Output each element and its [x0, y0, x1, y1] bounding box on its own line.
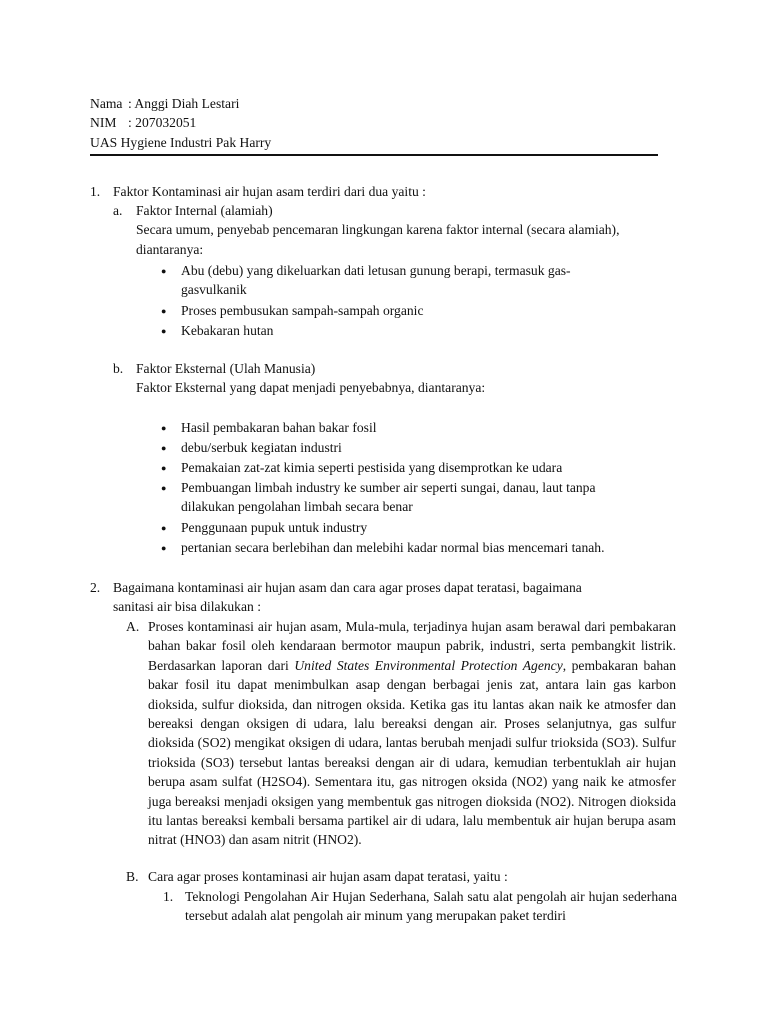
- bullet-icon: ●: [161, 326, 167, 336]
- q1a-section: [136, 201, 676, 259]
- q2a-letter: A.: [126, 619, 140, 634]
- list-item-line1: Proses pembusukan sampah-sampah organic: [181, 303, 424, 318]
- q2-text-line2: sanitasi air bisa dilakukan :: [113, 599, 261, 615]
- list-item: [161, 321, 661, 341]
- list-item: [161, 261, 661, 301]
- list-item-line1: Hasil pembakaran bahan bakar fosil: [181, 420, 377, 435]
- list-item: [161, 301, 661, 321]
- bullet-icon: ●: [161, 306, 167, 316]
- list-item-line1: debu/serbuk kegiatan industri: [181, 440, 342, 455]
- q1a-title: Faktor Internal (alamiah): [136, 203, 273, 218]
- student-header: [90, 94, 271, 152]
- list-item: [161, 438, 661, 458]
- nama-value: : Anggi Diah Lestari: [128, 96, 240, 111]
- q1b-letter: b.: [113, 361, 124, 376]
- bullet-icon: ●: [161, 266, 167, 276]
- course-title: UAS Hygiene Industri Pak Harry: [90, 134, 272, 150]
- q1b-desc: Faktor Eksternal yang dapat menjadi penyebabnya, diantaranya:: [136, 380, 486, 396]
- list-item: [161, 538, 661, 558]
- q1b-title: Faktor Eksternal (Ulah Manusia): [136, 361, 316, 376]
- q2a-agency-name: United States Environmental Protection Agency: [294, 657, 563, 673]
- list-item: [161, 458, 661, 478]
- bullet-icon: ●: [161, 523, 167, 533]
- q2-text: [113, 578, 673, 617]
- q1a-bullet-list: [161, 261, 661, 341]
- nim-label: NIM: [90, 115, 117, 131]
- q1b-bullet-list: [161, 418, 661, 558]
- list-item-line1: Abu (debu) yang dikeluarkan dati letusan gunung berapi, termasuk gas-: [181, 263, 571, 278]
- list-item: [161, 518, 661, 538]
- list-item-line1: pertanian secara berlebihan dan melebihi kadar normal bias mencemari tanah.: [181, 540, 605, 555]
- list-item-line2: gasvulkanik: [181, 282, 247, 298]
- nama-label: Nama: [90, 96, 123, 111]
- bullet-icon: ●: [161, 443, 167, 453]
- list-item-line1: Pemakaian zat-zat kimia seperti pestisida yang disemprotkan ke udara: [181, 460, 563, 475]
- q2b-item1-text: Teknologi Pengolahan Air Hujan Sederhana, Salah satu alat pengolah air hujan sederhana tersebut adalah alat pengolah air minum yang merupakan paket terdiri: [185, 889, 677, 924]
- bullet-icon: ●: [161, 483, 167, 493]
- q1a-desc-line1: Secara umum, penyebab pencemaran lingkungan karena faktor internal (secara alamiah),: [136, 222, 620, 238]
- list-item-line1: Kebakaran hutan: [181, 323, 274, 338]
- list-item-line2: dilakukan pengolahan limbah secara benar: [181, 499, 413, 515]
- q2-text-line1: Bagaimana kontaminasi air hujan asam dan cara agar proses dapat teratasi, bagaimana: [113, 580, 582, 595]
- q1b-section: [136, 359, 676, 398]
- q1-number: 1.: [90, 184, 101, 199]
- q2b-text: Cara agar proses kontaminasi air hujan asam dapat teratasi, yaitu :: [148, 869, 508, 884]
- q2a-text-pre: Proses kontaminasi air hujan asam, Mula-mula, terjadinya hujan asam berawal dari pembakaran bahan bakar fosil oleh kendaraan bermotor maupun pabrik, industri, serta pembangkit listrik. Berdasarkan laporan dari: [148, 619, 676, 673]
- bullet-icon: ●: [161, 423, 167, 433]
- q1a-letter: a.: [113, 203, 123, 218]
- bullet-icon: ●: [161, 463, 167, 473]
- list-item: [161, 418, 661, 438]
- nama-row: [90, 94, 271, 113]
- q1-text: Faktor Kontaminasi air hujan asam terdiri dari dua yaitu :: [113, 184, 426, 199]
- nim-value: : 207032051: [128, 115, 197, 131]
- nim-row: [90, 113, 271, 132]
- bullet-icon: ●: [161, 543, 167, 553]
- q2a-paragraph: [148, 617, 676, 850]
- q2b-letter: B.: [126, 869, 139, 884]
- q2b-item1-number: 1.: [163, 889, 174, 904]
- q1a-desc-line2: diantaranya:: [136, 241, 204, 257]
- q2-number: 2.: [90, 580, 101, 595]
- list-item: [161, 478, 661, 518]
- list-item-line1: Pembuangan limbah industry ke sumber air seperti sungai, danau, laut tanpa: [181, 480, 596, 495]
- header-divider: [90, 154, 658, 156]
- q2a-text-post: , pembakaran bahan bakar fosil itu dapat menimbulkan asap dengan berbagai jenis zat, antara lain gas karbon dioksida, sulfur dioksida, dan nitrogen oksida. Ketika gas itu lantas akan naik ke atmosfer dan bereaksi dengan oksigen di udara, lalu bereaksi dengan air. Proses selanjutnya, gas sulfur dioksida (SO2) mengikat oksigen di udara, lantas berubah menjadi sulfur trioksida (SO3). Sulfur trioksida (SO3) tersebut lantas bereaksi dengan air di udara, kemudian terbentuklah air hujan berupa asam sulfat (H2SO4). Sementara itu, gas nitrogen oksida (NO2) yang naik ke atmosfer juga bereaksi menjadi oksigen yang membentuk gas nitrogen dioksida (NO2). Nitrogen dioksida itu lantas bereaksi kembali bersama partikel air di udara, lalu membentuk air hujan berupa asam nitrat (HNO3) dan asam nitrit (HNO2).: [148, 657, 677, 848]
- list-item-line1: Penggunaan pupuk untuk industry: [181, 520, 368, 535]
